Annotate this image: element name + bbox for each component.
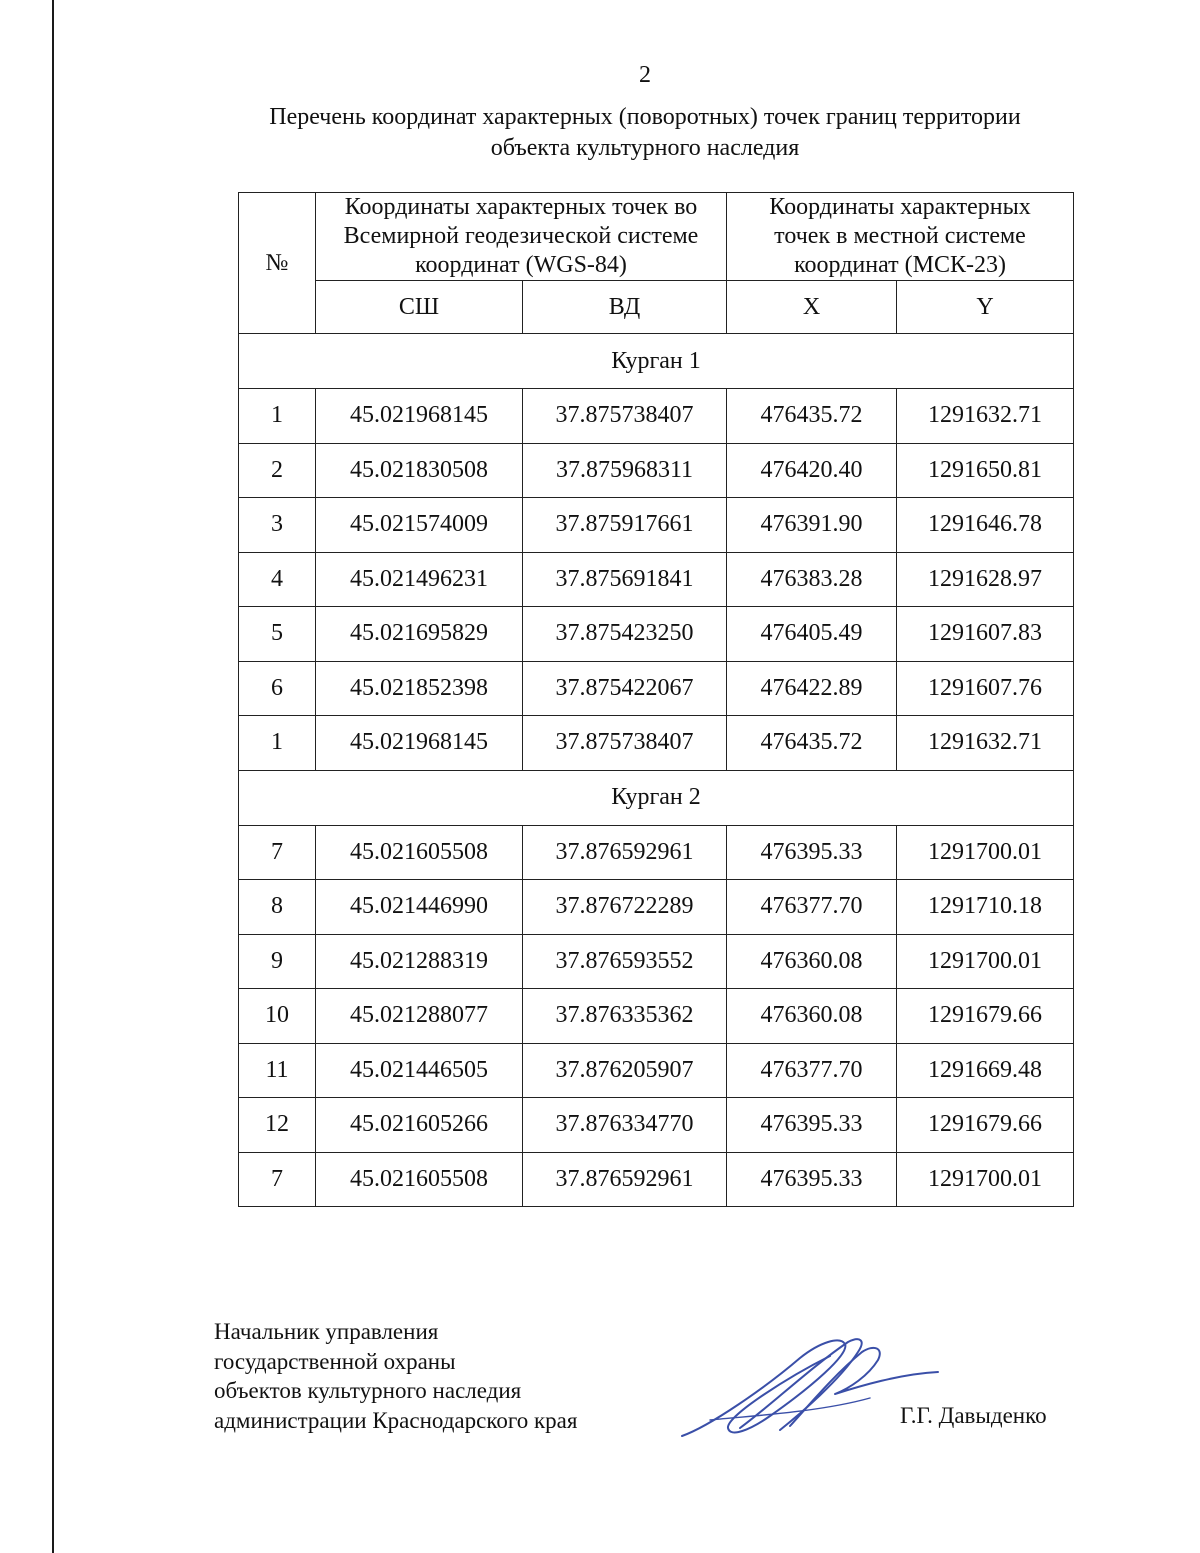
longitude-cell: 37.875423250 bbox=[523, 607, 727, 662]
longitude-cell: 37.876334770 bbox=[523, 1098, 727, 1153]
point-number-cell: 4 bbox=[239, 552, 316, 607]
x-cell: 476377.70 bbox=[727, 1043, 897, 1098]
x-cell: 476360.08 bbox=[727, 934, 897, 989]
latitude-cell: 45.021496231 bbox=[316, 552, 523, 607]
signer-position-line: государственной охраны bbox=[214, 1348, 456, 1374]
point-number-cell: 8 bbox=[239, 880, 316, 935]
y-cell: 1291646.78 bbox=[897, 498, 1074, 553]
point-number-cell: 1 bbox=[239, 389, 316, 444]
longitude-cell: 37.875691841 bbox=[523, 552, 727, 607]
header-msk23: Координаты характерных точек в местной системе координат (МСК-23) bbox=[727, 193, 1074, 281]
coordinates-table bbox=[238, 192, 1074, 1207]
point-number-cell: 10 bbox=[239, 989, 316, 1044]
latitude-cell: 45.021830508 bbox=[316, 443, 523, 498]
table-row bbox=[239, 880, 1074, 935]
longitude-cell: 37.875422067 bbox=[523, 661, 727, 716]
signer-position bbox=[214, 1317, 577, 1435]
table-row bbox=[239, 989, 1074, 1044]
x-cell: 476383.28 bbox=[727, 552, 897, 607]
latitude-cell: 45.021288077 bbox=[316, 989, 523, 1044]
point-number-cell: 1 bbox=[239, 716, 316, 771]
group-title: Курган 2 bbox=[239, 770, 1074, 825]
table-row bbox=[239, 443, 1074, 498]
latitude-cell: 45.021695829 bbox=[316, 607, 523, 662]
table-row bbox=[239, 607, 1074, 662]
signer-position-line: Начальник управления bbox=[214, 1319, 439, 1344]
y-cell: 1291679.66 bbox=[897, 989, 1074, 1044]
table-row bbox=[239, 1043, 1074, 1098]
table-row bbox=[239, 498, 1074, 553]
point-number-cell: 5 bbox=[239, 607, 316, 662]
table-header bbox=[239, 193, 1074, 334]
point-number-cell: 7 bbox=[239, 1152, 316, 1207]
latitude-cell: 45.021446505 bbox=[316, 1043, 523, 1098]
longitude-cell: 37.875968311 bbox=[523, 443, 727, 498]
header-wgs84: Координаты характерных точек во Всемирной геодезической системе координат (WGS-84) bbox=[316, 193, 727, 281]
table-row bbox=[239, 389, 1074, 444]
latitude-cell: 45.021852398 bbox=[316, 661, 523, 716]
y-cell: 1291607.83 bbox=[897, 607, 1074, 662]
y-cell: 1291700.01 bbox=[897, 934, 1074, 989]
longitude-cell: 37.876592961 bbox=[523, 1152, 727, 1207]
x-cell: 476360.08 bbox=[727, 989, 897, 1044]
page-number: 2 bbox=[639, 62, 651, 88]
latitude-cell: 45.021446990 bbox=[316, 880, 523, 935]
signer-position-line: администрации Краснодарского края bbox=[214, 1407, 578, 1433]
table-row bbox=[239, 716, 1074, 771]
y-cell: 1291607.76 bbox=[897, 661, 1074, 716]
table-body bbox=[239, 334, 1074, 1207]
table-row bbox=[239, 1152, 1074, 1207]
table-row bbox=[239, 934, 1074, 989]
signer-position-line: объектов культурного наследия bbox=[214, 1378, 522, 1403]
document-title-line: объекта культурного наследия bbox=[490, 135, 800, 161]
table-row bbox=[239, 552, 1074, 607]
point-number-cell: 6 bbox=[239, 661, 316, 716]
x-cell: 476391.90 bbox=[727, 498, 897, 553]
group-title: Курган 1 bbox=[239, 334, 1074, 389]
latitude-cell: 45.021288319 bbox=[316, 934, 523, 989]
y-cell: 1291650.81 bbox=[897, 443, 1074, 498]
x-cell: 476395.33 bbox=[727, 1098, 897, 1153]
x-cell: 476377.70 bbox=[727, 880, 897, 935]
x-cell: 476405.49 bbox=[727, 607, 897, 662]
y-cell: 1291632.71 bbox=[897, 716, 1074, 771]
x-cell: 476395.33 bbox=[727, 1152, 897, 1207]
x-cell: 476435.72 bbox=[727, 389, 897, 444]
point-number-cell: 9 bbox=[239, 934, 316, 989]
y-cell: 1291628.97 bbox=[897, 552, 1074, 607]
point-number-cell: 7 bbox=[239, 825, 316, 880]
document-title bbox=[0, 102, 1200, 164]
header-longitude: ВД bbox=[523, 281, 727, 334]
x-cell: 476422.89 bbox=[727, 661, 897, 716]
header-x: X bbox=[727, 281, 897, 334]
longitude-cell: 37.876593552 bbox=[523, 934, 727, 989]
group-row bbox=[239, 334, 1074, 389]
longitude-cell: 37.875738407 bbox=[523, 389, 727, 444]
latitude-cell: 45.021605508 bbox=[316, 1152, 523, 1207]
latitude-cell: 45.021968145 bbox=[316, 716, 523, 771]
y-cell: 1291700.01 bbox=[897, 1152, 1074, 1207]
table-row bbox=[239, 825, 1074, 880]
point-number-cell: 11 bbox=[239, 1043, 316, 1098]
header-number: № bbox=[239, 193, 316, 334]
latitude-cell: 45.021968145 bbox=[316, 389, 523, 444]
point-number-cell: 2 bbox=[239, 443, 316, 498]
y-cell: 1291710.18 bbox=[897, 880, 1074, 935]
latitude-cell: 45.021605266 bbox=[316, 1098, 523, 1153]
y-cell: 1291632.71 bbox=[897, 389, 1074, 444]
y-cell: 1291669.48 bbox=[897, 1043, 1074, 1098]
latitude-cell: 45.021574009 bbox=[316, 498, 523, 553]
longitude-cell: 37.875738407 bbox=[523, 716, 727, 771]
header-y: Y bbox=[897, 281, 1074, 334]
x-cell: 476420.40 bbox=[727, 443, 897, 498]
header-latitude: СШ bbox=[316, 281, 523, 334]
table-row bbox=[239, 1098, 1074, 1153]
point-number-cell: 3 bbox=[239, 498, 316, 553]
longitude-cell: 37.876722289 bbox=[523, 880, 727, 935]
scan-edge-line bbox=[52, 0, 54, 1553]
point-number-cell: 12 bbox=[239, 1098, 316, 1153]
handwritten-signature bbox=[670, 1328, 940, 1448]
signer-name: Г.Г. Давыденко bbox=[900, 1403, 1047, 1428]
y-cell: 1291700.01 bbox=[897, 825, 1074, 880]
y-cell: 1291679.66 bbox=[897, 1098, 1074, 1153]
group-row bbox=[239, 770, 1074, 825]
x-cell: 476395.33 bbox=[727, 825, 897, 880]
longitude-cell: 37.876335362 bbox=[523, 989, 727, 1044]
longitude-cell: 37.876592961 bbox=[523, 825, 727, 880]
table-row bbox=[239, 661, 1074, 716]
x-cell: 476435.72 bbox=[727, 716, 897, 771]
longitude-cell: 37.875917661 bbox=[523, 498, 727, 553]
longitude-cell: 37.876205907 bbox=[523, 1043, 727, 1098]
document-title-line: Перечень координат характерных (поворотных) точек границ территории bbox=[269, 104, 1021, 130]
latitude-cell: 45.021605508 bbox=[316, 825, 523, 880]
